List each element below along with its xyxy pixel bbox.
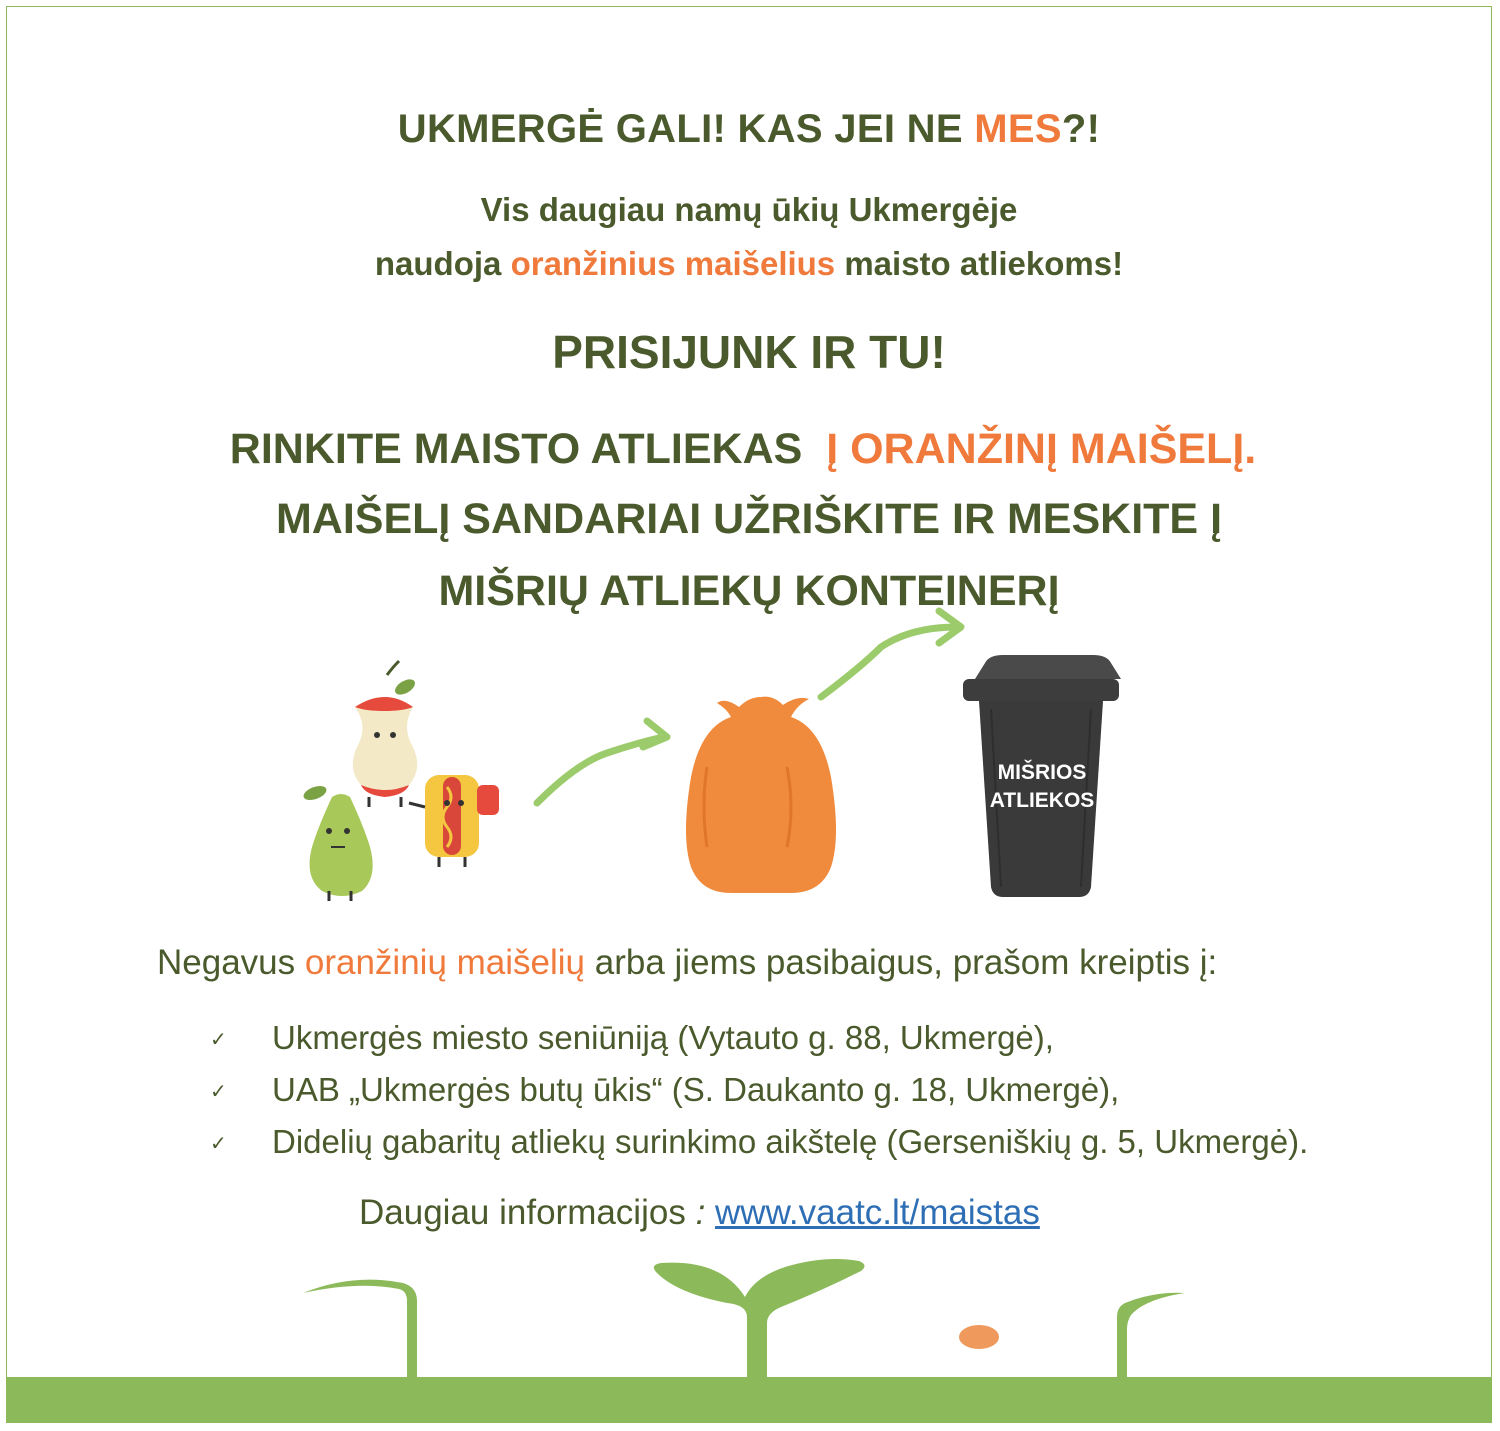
check-icon: ✓	[210, 1133, 227, 1155]
instruction-line-3: MIŠRIŲ ATLIEKŲ KONTEINERĮ	[438, 567, 1060, 615]
pear-icon	[302, 783, 373, 901]
more-info-label: Daugiau informacijos	[359, 1193, 696, 1232]
location-text: Didelių gabaritų atliekų surinkimo aikštelę (Gerseniškių g. 5, Ukmergė).	[272, 1123, 1309, 1160]
list-item	[210, 1123, 1308, 1175]
subline-2-end: maisto atliekoms!	[835, 245, 1124, 282]
join-call: PRISIJUNK IR TU!	[552, 326, 946, 378]
bin-label-line-1: MIŠRIOS	[997, 761, 1087, 784]
hotdog-icon	[409, 775, 499, 867]
apple-core-icon	[353, 661, 418, 807]
instruction-1-text: RINKITE MAISTO ATLIEKAS	[229, 425, 827, 473]
subline-1: Vis daugiau namų ūkių Ukmergėje	[480, 191, 1018, 228]
location-text: Ukmergės miesto seniūniją (Vytauto g. 88, Ukmergė),	[272, 1019, 1054, 1056]
sprouts-decoration	[7, 1259, 1492, 1423]
headline-text: UKMERGĖ GALI! KAS JEI NE	[397, 107, 975, 151]
list-item	[210, 1019, 1308, 1071]
more-info	[359, 1193, 1040, 1233]
check-icon: ✓	[210, 1081, 227, 1103]
request-note	[157, 943, 1217, 983]
subline-2-highlight: oranžinius maišelius	[510, 245, 836, 282]
request-note-end: arba jiems pasibaigus, prašom kreiptis į:	[585, 943, 1218, 982]
location-text: UAB „Ukmergės butų ūkis“ (S. Daukanto g. 18, Ukmergė),	[272, 1071, 1120, 1108]
check-icon: ✓	[210, 1029, 227, 1051]
headline-highlight: MES	[974, 107, 1062, 151]
locations-list	[210, 1019, 1308, 1175]
bin-label-line-2: ATLIEKOS	[989, 789, 1095, 812]
request-note-start: Negavus	[157, 943, 305, 982]
more-info-colon: :	[695, 1193, 706, 1232]
instruction-line-2: MAIŠELĮ SANDARIAI UŽRIŠKITE IR MESKITE Į	[275, 495, 1223, 543]
request-note-highlight: oranžinių maišelių	[304, 943, 586, 982]
list-item	[210, 1071, 1308, 1123]
orange-bag-icon	[686, 697, 836, 893]
instruction-1-highlight: Į ORANŽINĮ MAIŠELĮ.	[826, 425, 1257, 473]
arrow-to-bin-icon	[821, 611, 961, 697]
headline-end: ?!	[1061, 107, 1101, 151]
arrow-to-bag-icon	[537, 721, 667, 803]
poster	[6, 6, 1492, 1423]
subline-2-start: naudoja	[374, 245, 511, 282]
more-info-link[interactable]: www.vaatc.lt/maistas	[715, 1193, 1040, 1232]
